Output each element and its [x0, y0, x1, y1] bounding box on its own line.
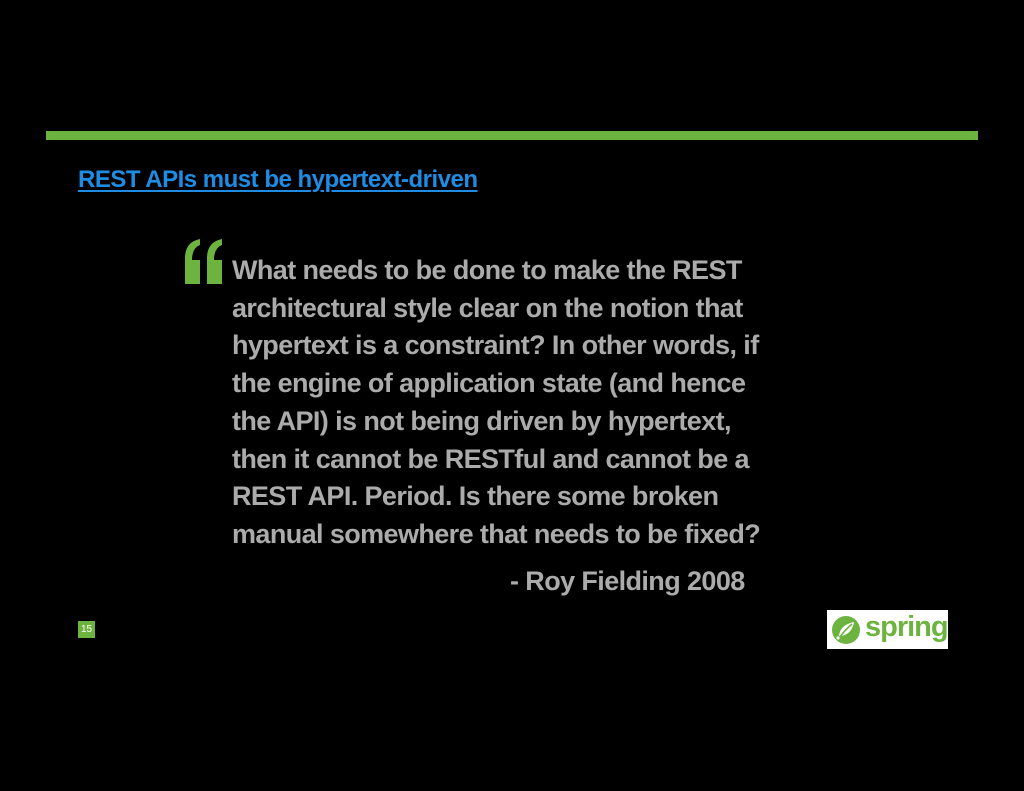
spring-logo — [827, 610, 948, 649]
quote-line: hypertext is a constraint? In other words, if — [232, 330, 759, 361]
slide-title-link[interactable]: REST APIs must be hypertext-driven — [78, 166, 478, 193]
quote-line: the API) is not being driven by hypertext, — [232, 405, 731, 436]
quote-text — [232, 252, 852, 554]
quote-line: then it cannot be RESTful and cannot be a — [232, 443, 749, 474]
quote-line: manual somewhere that needs to be fixed? — [232, 518, 761, 549]
header-rule — [46, 131, 978, 140]
quote-line: REST API. Period. Is there some broken — [232, 481, 719, 512]
spring-logo-text: spring — [865, 611, 948, 643]
quote-line: architectural style clear on the notion that — [232, 292, 743, 323]
spring-leaf-icon — [830, 614, 862, 646]
page-number-badge: 15 — [78, 621, 95, 638]
quote-line: What needs to be done to make the REST — [232, 255, 742, 285]
quote-attribution: - Roy Fielding 2008 — [510, 566, 745, 596]
quote-line: the engine of application state (and hence — [232, 368, 746, 399]
open-quote-icon — [180, 236, 226, 286]
